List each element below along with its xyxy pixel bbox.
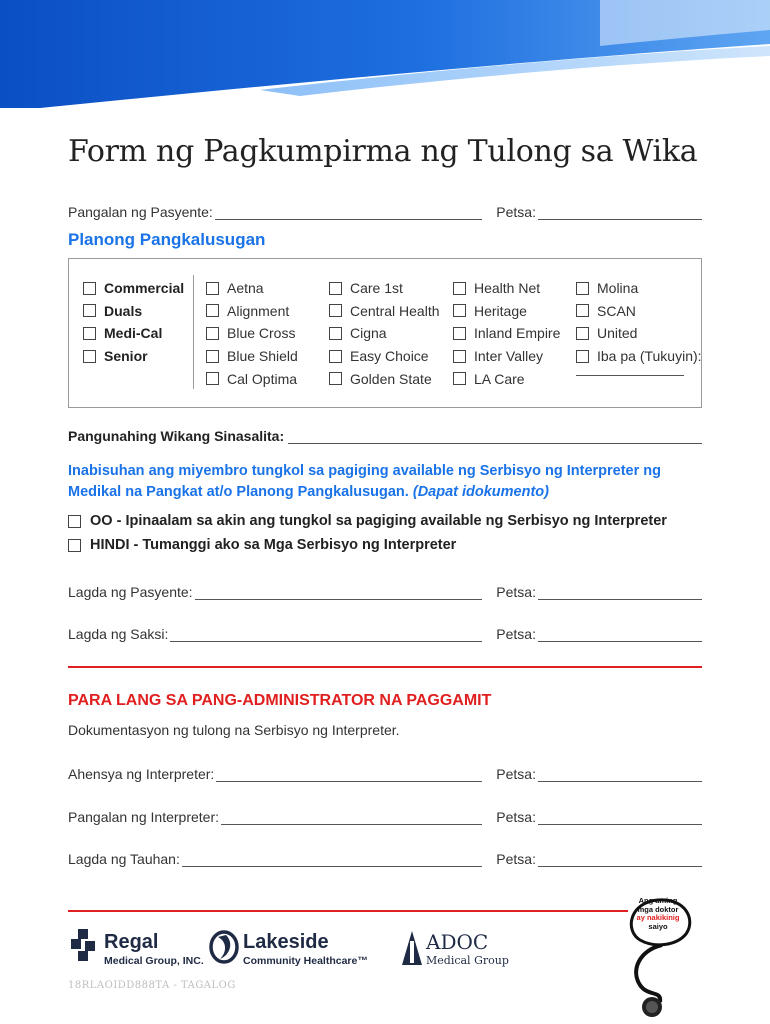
- date-label: Petsa:: [496, 584, 536, 600]
- plan-option[interactable]: Inter Valley: [453, 345, 560, 368]
- plan-option[interactable]: LA Care: [453, 367, 560, 390]
- plan-column-5: [576, 277, 702, 376]
- date-label: Petsa:: [496, 766, 536, 782]
- checkbox[interactable]: [576, 327, 589, 340]
- choice-yes[interactable]: [68, 513, 667, 529]
- plan-option[interactable]: Blue Shield: [206, 345, 298, 368]
- header-banner: [0, 0, 770, 110]
- primary-language-row: [68, 428, 702, 444]
- plan-type-medi-cal[interactable]: Medi-Cal: [83, 322, 184, 345]
- staff-signature-label: Lagda ng Tauhan:: [68, 851, 180, 867]
- plan-option-other[interactable]: Iba pa (Tukuyin):: [576, 345, 702, 368]
- other-plan-field[interactable]: [576, 375, 684, 376]
- interpreter-name-label: Pangalan ng Interpreter:: [68, 809, 219, 825]
- notice-note: (Dapat idokumento): [412, 484, 549, 500]
- plan-option[interactable]: Cigna: [329, 322, 440, 345]
- plan-type-commercial[interactable]: Commercial: [83, 277, 184, 300]
- plan-option[interactable]: Golden State: [329, 367, 440, 390]
- checkbox[interactable]: [453, 372, 466, 385]
- lakeside-logo: [211, 931, 368, 967]
- checkbox[interactable]: [329, 350, 342, 363]
- health-plan-heading: Planong Pangkalusugan: [68, 230, 266, 249]
- checkbox[interactable]: [206, 304, 219, 317]
- plan-option[interactable]: Aetna: [206, 277, 298, 300]
- date-field[interactable]: [538, 809, 702, 825]
- checkbox[interactable]: [453, 304, 466, 317]
- footer-divider: [68, 910, 628, 912]
- column-divider: [193, 275, 194, 389]
- regal-name: Regal: [104, 931, 159, 953]
- regal-logo: [71, 929, 204, 967]
- tagline-badge: [628, 897, 688, 931]
- tagline-line: ay nakikinig: [636, 913, 680, 922]
- plan-option[interactable]: Alignment: [206, 300, 298, 323]
- checkbox[interactable]: [68, 539, 81, 552]
- lakeside-sub: Community Healthcare™: [243, 955, 368, 967]
- date-field[interactable]: [538, 204, 702, 220]
- footer-logos: [68, 925, 528, 975]
- plan-type-senior[interactable]: Senior: [83, 345, 184, 368]
- plan-type-column: [83, 277, 184, 367]
- notice-text: Inabisuhan ang miyembro tungkol sa pagiging available ng Serbisyo ng Interpreter ng Medikal na Pangkat at/o Planong Pangkalusugan.: [68, 463, 661, 500]
- checkbox[interactable]: [83, 304, 96, 317]
- staff-signature-field[interactable]: [182, 851, 482, 867]
- checkbox[interactable]: [453, 327, 466, 340]
- interpreter-name-field[interactable]: [221, 809, 482, 825]
- plan-option[interactable]: Care 1st: [329, 277, 440, 300]
- interpreter-agency-row: [68, 760, 702, 782]
- checkbox[interactable]: [329, 327, 342, 340]
- health-plan-box: [68, 258, 702, 408]
- checkbox[interactable]: [329, 304, 342, 317]
- admin-heading: PARA LANG SA PANG-ADMINISTRATOR NA PAGGAMIT: [68, 692, 492, 709]
- plan-option[interactable]: Health Net: [453, 277, 560, 300]
- choice-no[interactable]: [68, 537, 456, 553]
- date-field[interactable]: [538, 851, 702, 867]
- interpreter-notice: [68, 461, 708, 503]
- interpreter-name-row: [68, 803, 702, 825]
- date-label: Petsa:: [496, 851, 536, 867]
- checkbox[interactable]: [453, 350, 466, 363]
- plan-column-4: [453, 277, 560, 390]
- choice-yes-label: OO - Ipinaalam sa akin ang tungkol sa pagiging available ng Serbisyo ng Interpreter: [90, 513, 667, 529]
- checkbox[interactable]: [206, 350, 219, 363]
- plan-option[interactable]: Easy Choice: [329, 345, 440, 368]
- checkbox[interactable]: [83, 350, 96, 363]
- date-label: Petsa:: [496, 809, 536, 825]
- tagline-line: saiyo: [648, 921, 668, 931]
- checkbox[interactable]: [453, 282, 466, 295]
- plan-option[interactable]: SCAN: [576, 300, 702, 323]
- plan-type-duals[interactable]: Duals: [83, 300, 184, 323]
- tagline-line: mga doktor: [637, 904, 679, 914]
- checkbox[interactable]: [576, 350, 589, 363]
- witness-signature-label: Lagda ng Saksi:: [68, 626, 169, 642]
- plan-option[interactable]: Cal Optima: [206, 367, 298, 390]
- primary-language-label: Pangunahing Wikang Sinasalita:: [68, 428, 285, 444]
- checkbox[interactable]: [83, 327, 96, 340]
- checkbox[interactable]: [329, 372, 342, 385]
- staff-signature-row: [68, 845, 702, 867]
- primary-language-field[interactable]: [288, 428, 702, 444]
- plan-option[interactable]: Blue Cross: [206, 322, 298, 345]
- adoc-name: ADOC: [426, 930, 489, 954]
- witness-signature-row: [68, 620, 702, 642]
- tagline-line: Ang aming: [638, 896, 678, 905]
- date-field[interactable]: [538, 584, 702, 600]
- plan-option[interactable]: Heritage: [453, 300, 560, 323]
- checkbox[interactable]: [576, 304, 589, 317]
- plan-option[interactable]: Molina: [576, 277, 702, 300]
- patient-signature-label: Lagda ng Pasyente:: [68, 584, 193, 600]
- section-divider: [68, 666, 702, 668]
- patient-signature-row: [68, 578, 702, 600]
- checkbox[interactable]: [68, 515, 81, 528]
- patient-signature-field[interactable]: [195, 584, 483, 600]
- plan-column-3: [329, 277, 440, 390]
- regal-sub: Medical Group, INC.: [104, 955, 204, 967]
- checkbox[interactable]: [206, 282, 219, 295]
- adoc-sub: Medical Group: [426, 954, 509, 967]
- lakeside-name: Lakeside: [243, 931, 329, 953]
- date-field[interactable]: [538, 626, 702, 642]
- witness-signature-field[interactable]: [170, 626, 482, 642]
- form-title: Form ng Pagkumpirma ng Tulong sa Wika: [68, 134, 698, 169]
- patient-name-row: [68, 198, 702, 220]
- date-label: Petsa:: [496, 204, 536, 220]
- document-code: 18RLAOIDD888TA - TAGALOG: [68, 980, 236, 991]
- plan-option[interactable]: Inland Empire: [453, 322, 560, 345]
- interpreter-agency-field[interactable]: [216, 766, 482, 782]
- checkbox[interactable]: [329, 282, 342, 295]
- date-field[interactable]: [538, 766, 702, 782]
- choice-no-label: HINDI - Tumanggi ako sa Mga Serbisyo ng Interpreter: [90, 537, 457, 553]
- checkbox[interactable]: [576, 282, 589, 295]
- plan-option[interactable]: United: [576, 322, 702, 345]
- checkbox[interactable]: [83, 282, 96, 295]
- patient-name-label: Pangalan ng Pasyente:: [68, 204, 213, 220]
- plan-option[interactable]: Central Health: [329, 300, 440, 323]
- adoc-logo: [402, 930, 509, 967]
- plan-column-2: [206, 277, 298, 390]
- date-label: Petsa:: [496, 626, 536, 642]
- checkbox[interactable]: [206, 372, 219, 385]
- patient-name-field[interactable]: [215, 204, 483, 220]
- interpreter-agency-label: Ahensya ng Interpreter:: [68, 766, 215, 782]
- admin-subheading: Dokumentasyon ng tulong na Serbisyo ng Interpreter.: [68, 722, 400, 738]
- checkbox[interactable]: [206, 327, 219, 340]
